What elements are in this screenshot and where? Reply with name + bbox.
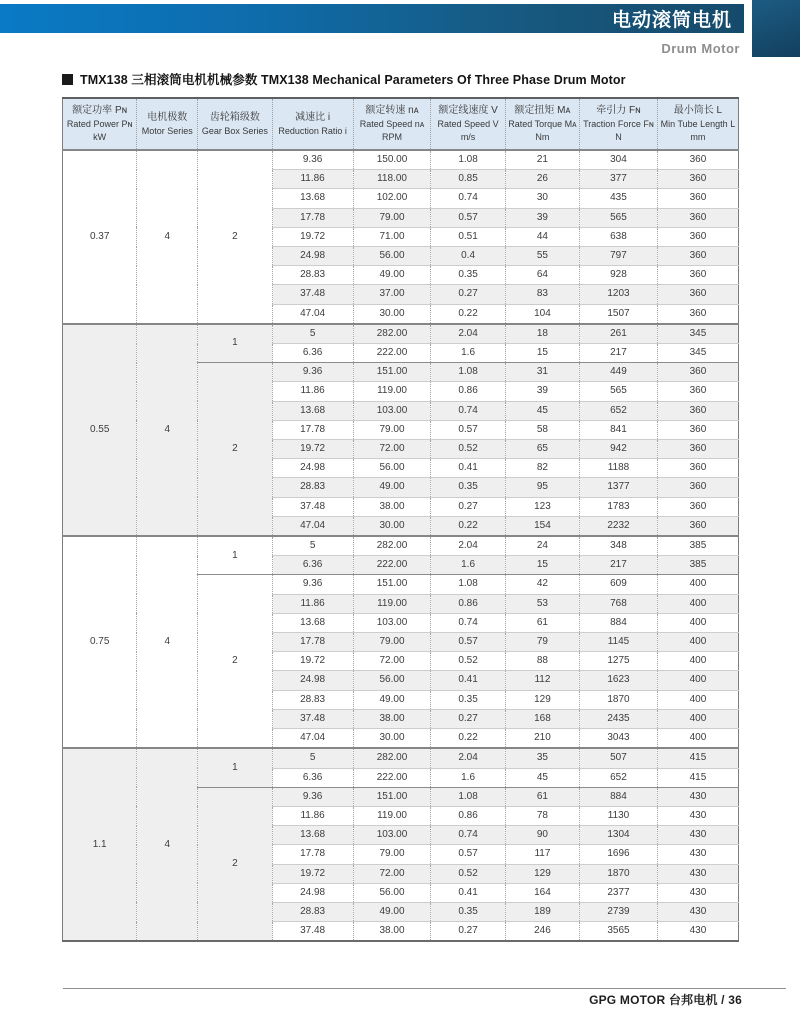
cell-line-speed: 0.27 — [431, 285, 505, 304]
cell-reduction-ratio: 37.48 — [272, 497, 353, 516]
header-subtitle: Drum Motor — [661, 41, 740, 56]
cell-gearbox-stages: 1 — [198, 536, 272, 575]
cell-reduction-ratio: 13.68 — [272, 401, 353, 420]
cell-tube-length: 415 — [657, 748, 738, 768]
col-header-2: 齿轮箱级数 Gear Box Series — [198, 98, 272, 150]
cell-tube-length: 415 — [657, 768, 738, 787]
cell-line-speed: 0.27 — [431, 497, 505, 516]
cell-reduction-ratio: 17.78 — [272, 845, 353, 864]
cell-torque: 61 — [505, 787, 579, 806]
cell-traction-force: 884 — [580, 613, 658, 632]
cell-torque: 15 — [505, 344, 579, 363]
col-header-6: 额定扭矩 Mᴀ Rated Torque Mᴀ Nm — [505, 98, 579, 150]
cell-torque: 30 — [505, 189, 579, 208]
table-row — [63, 748, 739, 768]
cell-traction-force: 942 — [580, 440, 658, 459]
cell-tube-length: 430 — [657, 902, 738, 921]
cell-rated-speed: 151.00 — [353, 787, 431, 806]
cell-torque: 58 — [505, 420, 579, 439]
cell-tube-length: 360 — [657, 285, 738, 304]
cell-line-speed: 0.22 — [431, 304, 505, 324]
cell-traction-force: 652 — [580, 401, 658, 420]
cell-rated-power: 0.37 — [63, 150, 137, 324]
cell-line-speed: 0.52 — [431, 864, 505, 883]
title-bullet-square — [62, 74, 73, 85]
cell-torque: 26 — [505, 170, 579, 189]
cell-traction-force: 2435 — [580, 709, 658, 728]
cell-line-speed: 1.08 — [431, 575, 505, 594]
cell-tube-length: 400 — [657, 633, 738, 652]
cell-reduction-ratio: 24.98 — [272, 247, 353, 266]
cell-tube-length: 360 — [657, 497, 738, 516]
cell-reduction-ratio: 11.86 — [272, 806, 353, 825]
cell-tube-length: 430 — [657, 883, 738, 902]
cell-rated-speed: 72.00 — [353, 652, 431, 671]
cell-line-speed: 0.74 — [431, 613, 505, 632]
cell-torque: 79 — [505, 633, 579, 652]
cell-reduction-ratio: 37.48 — [272, 922, 353, 942]
cell-rated-speed: 56.00 — [353, 459, 431, 478]
cell-tube-length: 360 — [657, 401, 738, 420]
col-header-0: 额定功率 Pɴ Rated Power Pɴ kW — [63, 98, 137, 150]
cell-torque: 83 — [505, 285, 579, 304]
cell-rated-speed: 222.00 — [353, 556, 431, 575]
cell-rated-speed: 56.00 — [353, 883, 431, 902]
cell-rated-speed: 56.00 — [353, 247, 431, 266]
cell-rated-speed: 222.00 — [353, 344, 431, 363]
cell-line-speed: 0.57 — [431, 845, 505, 864]
cell-tube-length: 360 — [657, 304, 738, 324]
cell-gearbox-stages: 2 — [198, 363, 272, 536]
cell-traction-force: 652 — [580, 768, 658, 787]
cell-reduction-ratio: 5 — [272, 324, 353, 344]
cell-tube-length: 400 — [657, 652, 738, 671]
cell-tube-length: 360 — [657, 247, 738, 266]
cell-line-speed: 0.57 — [431, 208, 505, 227]
cell-line-speed: 2.04 — [431, 536, 505, 556]
cell-tube-length: 360 — [657, 227, 738, 246]
cell-tube-length: 360 — [657, 516, 738, 536]
cell-rated-speed: 282.00 — [353, 748, 431, 768]
cell-tube-length: 360 — [657, 170, 738, 189]
cell-line-speed: 0.85 — [431, 170, 505, 189]
cell-traction-force: 1377 — [580, 478, 658, 497]
cell-rated-speed: 151.00 — [353, 363, 431, 382]
footer-divider — [63, 988, 786, 989]
cell-traction-force: 2232 — [580, 516, 658, 536]
cell-reduction-ratio: 24.98 — [272, 883, 353, 902]
cell-tube-length: 385 — [657, 536, 738, 556]
cell-line-speed: 0.35 — [431, 902, 505, 921]
cell-tube-length: 400 — [657, 613, 738, 632]
cell-torque: 64 — [505, 266, 579, 285]
cell-tube-length: 360 — [657, 189, 738, 208]
cell-line-speed: 1.08 — [431, 150, 505, 170]
cell-rated-speed: 38.00 — [353, 497, 431, 516]
cell-torque: 117 — [505, 845, 579, 864]
cell-traction-force: 1870 — [580, 690, 658, 709]
cell-reduction-ratio: 47.04 — [272, 729, 353, 749]
cell-torque: 123 — [505, 497, 579, 516]
cell-torque: 112 — [505, 671, 579, 690]
cell-traction-force: 217 — [580, 344, 658, 363]
cell-torque: 104 — [505, 304, 579, 324]
cell-reduction-ratio: 5 — [272, 536, 353, 556]
cell-reduction-ratio: 6.36 — [272, 344, 353, 363]
cell-reduction-ratio: 19.72 — [272, 227, 353, 246]
cell-traction-force: 1870 — [580, 864, 658, 883]
cell-torque: 44 — [505, 227, 579, 246]
cell-traction-force: 1696 — [580, 845, 658, 864]
cell-torque: 154 — [505, 516, 579, 536]
cell-line-speed: 2.04 — [431, 324, 505, 344]
cell-rated-speed: 30.00 — [353, 304, 431, 324]
cell-rated-speed: 103.00 — [353, 826, 431, 845]
cell-tube-length: 430 — [657, 806, 738, 825]
cell-line-speed: 0.52 — [431, 440, 505, 459]
cell-rated-speed: 38.00 — [353, 922, 431, 942]
cell-torque: 246 — [505, 922, 579, 942]
cell-reduction-ratio: 19.72 — [272, 864, 353, 883]
cell-line-speed: 0.35 — [431, 266, 505, 285]
cell-reduction-ratio: 6.36 — [272, 556, 353, 575]
cell-rated-speed: 37.00 — [353, 285, 431, 304]
cell-torque: 189 — [505, 902, 579, 921]
banner-title: 电动滚筒电机 — [611, 10, 732, 31]
cell-reduction-ratio: 17.78 — [272, 208, 353, 227]
cell-rated-speed: 71.00 — [353, 227, 431, 246]
cell-reduction-ratio: 28.83 — [272, 902, 353, 921]
cell-torque: 88 — [505, 652, 579, 671]
cell-rated-speed: 79.00 — [353, 420, 431, 439]
cell-rated-speed: 151.00 — [353, 575, 431, 594]
cell-rated-speed: 103.00 — [353, 613, 431, 632]
cell-rated-power: 1.1 — [63, 748, 137, 941]
cell-traction-force: 3565 — [580, 922, 658, 942]
cell-reduction-ratio: 19.72 — [272, 652, 353, 671]
cell-torque: 24 — [505, 536, 579, 556]
cell-motor-series: 4 — [137, 536, 198, 748]
cell-torque: 39 — [505, 208, 579, 227]
cell-line-speed: 0.52 — [431, 652, 505, 671]
cell-traction-force: 1188 — [580, 459, 658, 478]
col-header-7: 牵引力 Fɴ Traction Force Fɴ N — [580, 98, 658, 150]
cell-line-speed: 0.74 — [431, 826, 505, 845]
cell-rated-speed: 30.00 — [353, 516, 431, 536]
cell-line-speed: 0.86 — [431, 382, 505, 401]
cell-rated-speed: 103.00 — [353, 401, 431, 420]
cell-tube-length: 400 — [657, 729, 738, 749]
cell-tube-length: 360 — [657, 459, 738, 478]
cell-reduction-ratio: 6.36 — [272, 768, 353, 787]
cell-tube-length: 345 — [657, 344, 738, 363]
cell-traction-force: 304 — [580, 150, 658, 170]
cell-rated-speed: 49.00 — [353, 690, 431, 709]
cell-rated-speed: 79.00 — [353, 633, 431, 652]
cell-reduction-ratio: 11.86 — [272, 594, 353, 613]
cell-tube-length: 360 — [657, 150, 738, 170]
cell-traction-force: 435 — [580, 189, 658, 208]
cell-line-speed: 0.57 — [431, 420, 505, 439]
cell-traction-force: 884 — [580, 787, 658, 806]
cell-torque: 129 — [505, 690, 579, 709]
cell-traction-force: 1275 — [580, 652, 658, 671]
cell-traction-force: 348 — [580, 536, 658, 556]
table-row — [63, 536, 739, 556]
cell-line-speed: 0.35 — [431, 478, 505, 497]
cell-tube-length: 400 — [657, 690, 738, 709]
cell-rated-speed: 282.00 — [353, 536, 431, 556]
parameters-table — [62, 97, 739, 942]
cell-motor-series: 4 — [137, 150, 198, 324]
cell-torque: 15 — [505, 556, 579, 575]
cell-traction-force: 2739 — [580, 902, 658, 921]
cell-rated-speed: 119.00 — [353, 594, 431, 613]
cell-line-speed: 0.86 — [431, 594, 505, 613]
cell-reduction-ratio: 17.78 — [272, 633, 353, 652]
cell-torque: 18 — [505, 324, 579, 344]
cell-line-speed: 1.6 — [431, 344, 505, 363]
cell-torque: 61 — [505, 613, 579, 632]
cell-traction-force: 797 — [580, 247, 658, 266]
cell-traction-force: 3043 — [580, 729, 658, 749]
cell-line-speed: 0.27 — [431, 922, 505, 942]
cell-motor-series: 4 — [137, 324, 198, 536]
cell-traction-force: 377 — [580, 170, 658, 189]
cell-torque: 95 — [505, 478, 579, 497]
cell-line-speed: 1.6 — [431, 556, 505, 575]
cell-gearbox-stages: 2 — [198, 575, 272, 748]
table-row — [63, 324, 739, 344]
cell-rated-speed: 49.00 — [353, 266, 431, 285]
cell-tube-length: 430 — [657, 864, 738, 883]
cell-tube-length: 360 — [657, 382, 738, 401]
cell-rated-speed: 72.00 — [353, 440, 431, 459]
table-row — [63, 150, 739, 170]
cell-rated-speed: 118.00 — [353, 170, 431, 189]
cell-traction-force: 1304 — [580, 826, 658, 845]
cell-line-speed: 0.41 — [431, 459, 505, 478]
cell-torque: 45 — [505, 768, 579, 787]
col-header-4: 额定转速 nᴀ Rated Speed nᴀ RPM — [353, 98, 431, 150]
cell-rated-power: 0.75 — [63, 536, 137, 748]
cell-torque: 129 — [505, 864, 579, 883]
cell-rated-speed: 282.00 — [353, 324, 431, 344]
cell-line-speed: 0.74 — [431, 401, 505, 420]
cell-rated-speed: 79.00 — [353, 208, 431, 227]
cell-line-speed: 0.86 — [431, 806, 505, 825]
cell-torque: 31 — [505, 363, 579, 382]
cell-tube-length: 400 — [657, 709, 738, 728]
cell-tube-length: 360 — [657, 266, 738, 285]
cell-reduction-ratio: 24.98 — [272, 459, 353, 478]
cell-traction-force: 1145 — [580, 633, 658, 652]
cell-tube-length: 360 — [657, 363, 738, 382]
cell-line-speed: 0.41 — [431, 883, 505, 902]
cell-torque: 39 — [505, 382, 579, 401]
cell-reduction-ratio: 24.98 — [272, 671, 353, 690]
table-body — [63, 150, 739, 941]
cell-reduction-ratio: 13.68 — [272, 613, 353, 632]
cell-reduction-ratio: 13.68 — [272, 189, 353, 208]
cell-line-speed: 1.08 — [431, 787, 505, 806]
cell-reduction-ratio: 28.83 — [272, 690, 353, 709]
cell-reduction-ratio: 47.04 — [272, 516, 353, 536]
cell-reduction-ratio: 9.36 — [272, 150, 353, 170]
cell-gearbox-stages: 2 — [198, 787, 272, 941]
footer-page-label: GPG MOTOR 台邦电机 / 36 — [589, 993, 742, 1007]
corner-accent-block — [752, 0, 800, 57]
cell-motor-series: 4 — [137, 748, 198, 941]
cell-line-speed: 0.4 — [431, 247, 505, 266]
cell-tube-length: 385 — [657, 556, 738, 575]
cell-traction-force: 1783 — [580, 497, 658, 516]
cell-rated-speed: 119.00 — [353, 382, 431, 401]
cell-line-speed: 0.57 — [431, 633, 505, 652]
cell-rated-speed: 102.00 — [353, 189, 431, 208]
cell-tube-length: 360 — [657, 440, 738, 459]
cell-traction-force: 928 — [580, 266, 658, 285]
cell-rated-speed: 72.00 — [353, 864, 431, 883]
cell-torque: 21 — [505, 150, 579, 170]
col-header-3: 减速比 i Reduction Ratio i — [272, 98, 353, 150]
cell-line-speed: 0.22 — [431, 729, 505, 749]
cell-reduction-ratio: 13.68 — [272, 826, 353, 845]
cell-traction-force: 261 — [580, 324, 658, 344]
cell-traction-force: 217 — [580, 556, 658, 575]
cell-rated-speed: 150.00 — [353, 150, 431, 170]
cell-tube-length: 430 — [657, 787, 738, 806]
cell-traction-force: 1130 — [580, 806, 658, 825]
cell-rated-speed: 49.00 — [353, 902, 431, 921]
cell-torque: 168 — [505, 709, 579, 728]
cell-line-speed: 0.51 — [431, 227, 505, 246]
cell-reduction-ratio: 37.48 — [272, 709, 353, 728]
cell-torque: 65 — [505, 440, 579, 459]
cell-traction-force: 507 — [580, 748, 658, 768]
cell-torque: 35 — [505, 748, 579, 768]
cell-tube-length: 400 — [657, 671, 738, 690]
cell-traction-force: 841 — [580, 420, 658, 439]
cell-torque: 210 — [505, 729, 579, 749]
cell-tube-length: 400 — [657, 594, 738, 613]
cell-torque: 90 — [505, 826, 579, 845]
cell-reduction-ratio: 28.83 — [272, 266, 353, 285]
cell-reduction-ratio: 5 — [272, 748, 353, 768]
cell-torque: 45 — [505, 401, 579, 420]
cell-line-speed: 2.04 — [431, 748, 505, 768]
cell-line-speed: 0.27 — [431, 709, 505, 728]
cell-traction-force: 609 — [580, 575, 658, 594]
cell-reduction-ratio: 9.36 — [272, 787, 353, 806]
cell-tube-length: 360 — [657, 420, 738, 439]
cell-reduction-ratio: 28.83 — [272, 478, 353, 497]
cell-tube-length: 430 — [657, 922, 738, 942]
cell-torque: 164 — [505, 883, 579, 902]
cell-rated-speed: 56.00 — [353, 671, 431, 690]
cell-rated-speed: 222.00 — [353, 768, 431, 787]
cell-traction-force: 1507 — [580, 304, 658, 324]
cell-torque: 55 — [505, 247, 579, 266]
cell-reduction-ratio: 9.36 — [272, 363, 353, 382]
cell-tube-length: 345 — [657, 324, 738, 344]
cell-rated-speed: 38.00 — [353, 709, 431, 728]
cell-reduction-ratio: 11.86 — [272, 170, 353, 189]
section-title — [62, 71, 626, 87]
cell-reduction-ratio: 9.36 — [272, 575, 353, 594]
cell-line-speed: 1.08 — [431, 363, 505, 382]
cell-torque: 82 — [505, 459, 579, 478]
cell-reduction-ratio: 47.04 — [272, 304, 353, 324]
cell-line-speed: 0.22 — [431, 516, 505, 536]
cell-torque: 42 — [505, 575, 579, 594]
cell-line-speed: 0.35 — [431, 690, 505, 709]
cell-traction-force: 768 — [580, 594, 658, 613]
cell-line-speed: 0.74 — [431, 189, 505, 208]
cell-rated-speed: 119.00 — [353, 806, 431, 825]
cell-gearbox-stages: 1 — [198, 748, 272, 787]
cell-traction-force: 565 — [580, 382, 658, 401]
cell-rated-power: 0.55 — [63, 324, 137, 536]
cell-rated-speed: 30.00 — [353, 729, 431, 749]
cell-traction-force: 2377 — [580, 883, 658, 902]
header-banner — [0, 4, 744, 33]
cell-torque: 53 — [505, 594, 579, 613]
cell-reduction-ratio: 19.72 — [272, 440, 353, 459]
cell-gearbox-stages: 1 — [198, 324, 272, 363]
cell-rated-speed: 79.00 — [353, 845, 431, 864]
cell-line-speed: 0.41 — [431, 671, 505, 690]
cell-traction-force: 1203 — [580, 285, 658, 304]
table-header — [63, 98, 739, 150]
cell-rated-speed: 49.00 — [353, 478, 431, 497]
cell-traction-force: 449 — [580, 363, 658, 382]
cell-tube-length: 360 — [657, 478, 738, 497]
cell-tube-length: 430 — [657, 845, 738, 864]
cell-reduction-ratio: 11.86 — [272, 382, 353, 401]
header-row — [63, 98, 739, 150]
cell-tube-length: 430 — [657, 826, 738, 845]
cell-reduction-ratio: 37.48 — [272, 285, 353, 304]
cell-tube-length: 400 — [657, 575, 738, 594]
cell-reduction-ratio: 17.78 — [272, 420, 353, 439]
section-title-text: TMX138 三相滚筒电机机械参数 TMX138 Mechanical Parameters Of Three Phase Drum Motor — [80, 73, 626, 87]
cell-torque: 78 — [505, 806, 579, 825]
cell-tube-length: 360 — [657, 208, 738, 227]
col-header-1: 电机极数 Motor Series — [137, 98, 198, 150]
cell-line-speed: 1.6 — [431, 768, 505, 787]
cell-traction-force: 638 — [580, 227, 658, 246]
cell-traction-force: 565 — [580, 208, 658, 227]
col-header-8: 最小筒长 L Min Tube Length L mm — [657, 98, 738, 150]
col-header-5: 额定线速度 V Rated Speed V m/s — [431, 98, 505, 150]
cell-gearbox-stages: 2 — [198, 150, 272, 324]
cell-traction-force: 1623 — [580, 671, 658, 690]
